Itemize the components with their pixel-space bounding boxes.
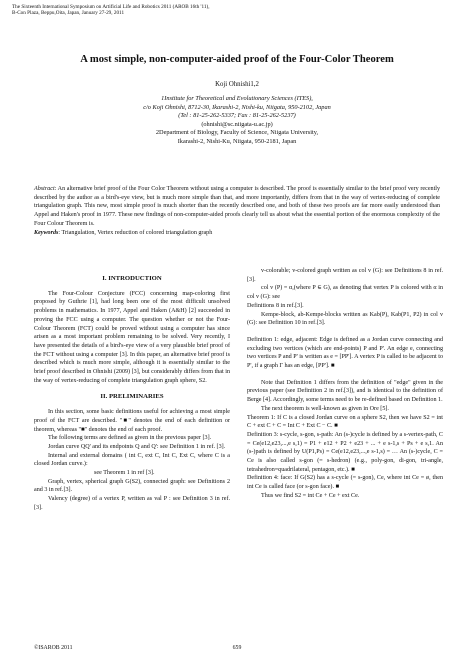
theorem-1: Theorem 1: If C is a closed Jordan curve on a sphere S2, then we have S2 = int C + ext C + C = Int C + Ext C − C. ■ [247, 414, 443, 430]
paper-title: A most simple, non-computer-aided proof of the Four-Color Theorem [80, 54, 394, 65]
paragraph: v-colorable; v-colored graph written as col v (G): see Definitions 8 in ref.[3]. [247, 268, 443, 283]
abstract [34, 185, 440, 237]
author: Koji Ohnishi1,2 [215, 81, 259, 88]
affiliations [0, 95, 474, 147]
paragraph: Note that Definition 1 differs from the definition of "edge" given in the previous paper (see Definition 2 in ref.[3]), and is identical to the definition of Berge [4]. Accordingly, some terms need to be re-defined based on Definition 1. [247, 379, 443, 404]
paragraph: The following terms are defined as given in the previous paper [3]. [48, 435, 212, 442]
paragraph: Graph, vertex, spherical graph G(S2), connected graph: see Definitions 2 and 3 in ref.[3]. [34, 478, 230, 494]
left-column [34, 267, 230, 513]
page-number: 659 [232, 645, 242, 651]
paragraph: Valency (degree) of a vertex P, written as val P : see Definition 3 in ref.[3]. [34, 496, 230, 511]
abstract-text: : An alternative brief proof of the Four Color Theorem without using a computer is described. The proof is essentially similar to the brief proof very recently described by the author as a bird's-eye view, but is much more simple than that, and more importantly, differs from that in the way of vertex-reducing of complete triangulation graph. This new, most simple proof is much shorter than the recently described one, and both of these two proofs are far more easily understood than Appel and Haken's proof in 1977. These new findings of non-computer-aided proofs clearly tell us about what the essential portion of the enormous complexity of the Four Colour Theorem is. [34, 186, 440, 227]
paragraph: Thus we find S2 = int Ce + Ce + ext Ce. [261, 492, 360, 499]
paragraph: The Four-Colour Conjecture (FCC) concerning map-coloring first proposed by Guthrie [1], had long been one of the most difficult unsolved problems in mathematics. In 1977, Appel and Haken (A&H) [2] succeeded in proving the FCC using a computer. The question whether or not the Four-Colour Theorem (FCT) could be proved without using a computer has since arisen as a most important problem remaining to be solved. Very recently, I have presented the details of a bird's-eye view of a very plausible brief proof of the FCT without using a computer [3]. In this paper, an alternative brief proof is described which is much more simple, although it is essentially similar to the brief proof described in Ohnishi (2009) [3], but considerably differs from that in the way of vertex-reducing of complete triangulation graph sphere, S2. [34, 290, 230, 384]
paragraph: Definitions 8 in ref.[3]. [247, 302, 304, 309]
affiliation-line: Ikarashi-2, Nishi-Ku, Niigata, 950-2181, Japan [177, 137, 297, 145]
header-line-1: The Sixteenth International Symposium on Artificial Life and Robotics 2011 (AROB 16th '11), [12, 4, 210, 10]
affiliation-line: 2Department of Biology, Faculty of Science, Niigata University, [155, 129, 319, 137]
section-heading: I. INTRODUCTION [102, 275, 162, 282]
affiliation-line: (Tel : 81-25-262-5337; Fax : 81-25-262-5237) [178, 112, 296, 120]
right-column [247, 267, 443, 501]
header-line-2: B-Con Plaza, Beppu,Oita, Japan, January 27-29, 2011 [12, 10, 125, 17]
definition-4: Definition 4: face: If G(S2) has a s-cycle (= s-gon), Ce, where int Ce = ø, then int Ce is called face (or s-gon face). ■ [247, 475, 443, 491]
affiliation-line: c/o Koji Ohnishi, 8712-30, Ikarashi-2, Nishi-ku, Niigata, 950-2102, Japan [143, 103, 331, 111]
keywords-label: Keywords [34, 229, 59, 236]
copyright: ©ISAROB 2011 [34, 645, 73, 651]
keywords-text: : Triangulation, Vertex reduction of colored triangulation graph [58, 229, 213, 236]
paragraph: The next theorem is well-known as given in Ore [5]. [261, 405, 389, 412]
affiliation-line: 1Institute for Theoretical and Evolutionary Sciences (ITES), [161, 95, 313, 102]
definition-3: Definition 3: s-cycle, s-gon, s-path: An (s-)cycle is defined by a s-vertex-path, C = Ce(e12,e23,...,e s,1) = P1 + e12 + P2 + e23 + ... + e s-1,s + Ps + e s,1. An (s-)path is defined by U(P1,Ps) = Ce(e12,e23,...,e s-1,s) = … An (s-)cycle, C = Ce is also called s-gon (= s-hedron) (e.g., poly-gon, di-gon, tri-angle, tetrahedron=quadrilateral, pentagon, etc.). ■ [247, 431, 443, 473]
definition-1: Definition 1: edge, adjacent: Edge is defined as a Jordan curve connecting and excluding two vertices (which are end-points) P and P'. An edge e, connecting two vertices P and P' is written as e = [PP']. A vertex P is called to be adjacent to P', if a graph Γ has an edge, [PP']. ■ [247, 336, 443, 370]
paragraph: Jordan curve QQ' and its endpoints Q and Q': see Definition 1 in ref. [3]. [48, 443, 226, 450]
paragraph: col v (P) = α,(where P ∈ G), as denoting that vertex P is colored with α in col v (G): see [247, 285, 443, 301]
abstract-label: Abstract [34, 186, 55, 192]
paragraph: see Theorem 1 in ref [3]. [94, 470, 155, 477]
paragraph: Kempe-block, ab-Kempe-blocks written as Kab(P), Kab(P1, P2) in col v (G): see Definition 10 in ref.[3]. [247, 311, 443, 327]
paragraph: In this section, some basic definitions useful for achieving a most simple proof of the FCT are described. "■" denotes the end of each definition or theorem, whereas "■" denotes the end of each proof. [34, 409, 230, 433]
paragraph: Internal and external domains ( int C, ext C, Int C, Ext C, where C is a closed Jordan curve.): [34, 452, 230, 468]
affiliation-line: (ohnishi@sc.niigata-u.ac.jp) [201, 120, 273, 128]
section-heading: II. PRELIMINARIES [100, 393, 164, 401]
conference-header [12, 4, 312, 17]
